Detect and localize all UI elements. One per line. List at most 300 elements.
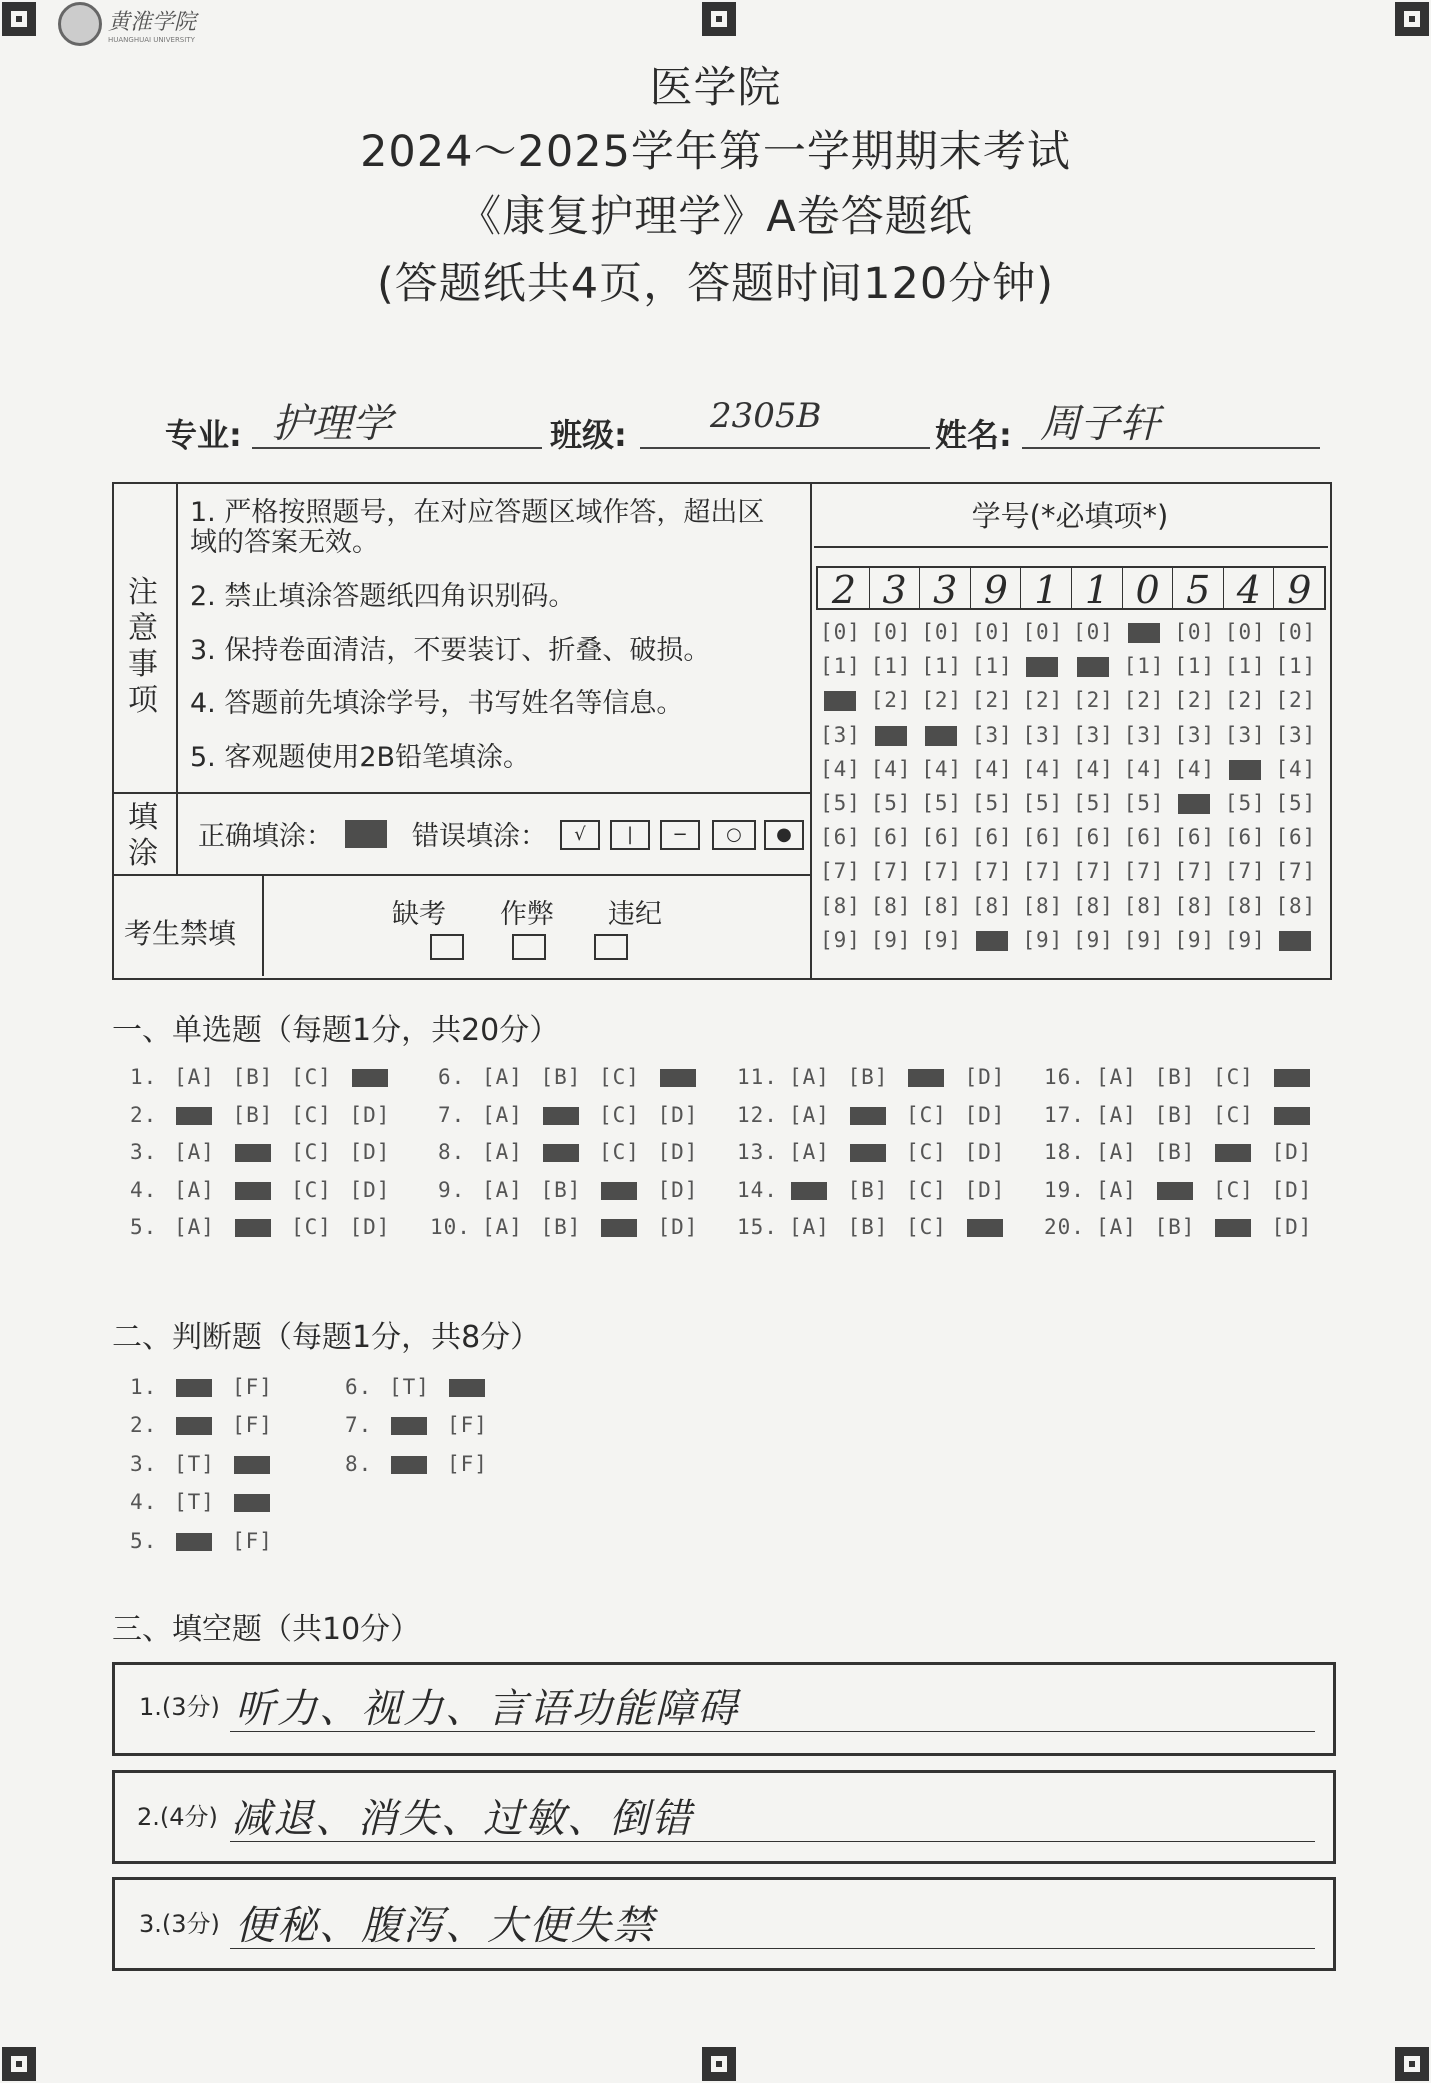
class-label: 班级: xyxy=(550,416,627,454)
student-id-bubble[interactable]: [5] xyxy=(1224,791,1266,815)
name-underline xyxy=(1022,447,1320,449)
single-choice-bubble[interactable]: [B] xyxy=(847,1065,889,1089)
student-id-bubble[interactable]: [9] xyxy=(820,927,861,952)
student-id-bubble[interactable]: [0] xyxy=(820,620,861,644)
student-id-bubble[interactable]: [5] xyxy=(870,791,912,815)
student-id-bubble-filled[interactable] xyxy=(976,931,1008,951)
single-choice-bubble[interactable]: [B] xyxy=(847,1177,889,1202)
single-choice-bubble[interactable]: [C] xyxy=(906,1177,947,1202)
true-false-bubble[interactable]: [T] xyxy=(389,1375,430,1399)
true-false-number: 5. xyxy=(130,1528,158,1553)
single-choice-number: 13. xyxy=(737,1140,778,1165)
single-choice-bubble[interactable]: [C] xyxy=(906,1102,947,1127)
school-seal-icon xyxy=(58,2,102,46)
corner-mark-top-center xyxy=(702,2,736,36)
true-false-bubble[interactable]: [F] xyxy=(232,1375,273,1399)
true-false-number: 4. xyxy=(130,1490,158,1515)
blank-answer-3-label: 3.(3分) xyxy=(139,1910,220,1938)
student-id-bubble[interactable]: [1] xyxy=(1174,654,1216,679)
student-id-bubble[interactable]: [7] xyxy=(820,859,861,884)
student-id-digit-divider xyxy=(1172,568,1173,608)
single-choice-bubble[interactable]: [C] xyxy=(291,1177,332,1202)
student-id-bubble[interactable]: [8] xyxy=(870,893,912,918)
student-id-bubble[interactable]: [6] xyxy=(870,825,912,850)
student-id-digit-10[interactable]: 9 xyxy=(1287,568,1312,612)
student-id-bubble-filled[interactable] xyxy=(824,691,856,711)
student-id-bubble-filled[interactable] xyxy=(1128,623,1160,643)
single-choice-bubble[interactable]: [D] xyxy=(1271,1215,1313,1240)
single-choice-number: 12. xyxy=(737,1102,778,1127)
major-underline xyxy=(252,447,542,449)
blank-answer-1[interactable] xyxy=(112,1662,1336,1756)
student-id-bubble[interactable]: [3] xyxy=(820,722,861,747)
notice-item-5: 5. 客观题使用2B铅笔填涂。 xyxy=(190,742,531,773)
student-id-bubble[interactable]: [8] xyxy=(1224,893,1266,918)
student-id-bubble[interactable]: [0] xyxy=(1224,620,1266,644)
student-id-digit-row xyxy=(816,566,1326,610)
true-false-bubble-filled[interactable] xyxy=(234,1494,270,1512)
student-id-bubble[interactable]: [6] xyxy=(1073,825,1114,850)
student-id-bubble[interactable]: [9] xyxy=(1022,927,1064,952)
sheet-info: (答题纸共4页，答题时间120分钟) xyxy=(377,259,1054,309)
single-choice-bubble[interactable]: [D] xyxy=(657,1215,699,1240)
true-false-number: 3. xyxy=(130,1451,158,1476)
single-choice-bubble[interactable]: [C] xyxy=(906,1140,947,1165)
single-choice-bubble[interactable]: [C] xyxy=(1213,1177,1254,1202)
corner-mark-bottom-right xyxy=(1395,2047,1429,2081)
notice-item-3: 3. 保持卷面清洁，不要装订、折叠、破损。 xyxy=(190,635,711,666)
student-id-bubble[interactable]: [8] xyxy=(1022,893,1064,918)
student-id-digit-8[interactable]: 5 xyxy=(1186,568,1211,612)
single-choice-bubble[interactable]: [A] xyxy=(1096,1177,1137,1202)
student-id-bubble[interactable]: [4] xyxy=(870,756,912,781)
fill-side-label: 填涂 xyxy=(128,800,158,871)
single-choice-number: 3. xyxy=(130,1140,158,1165)
single-choice-bubble[interactable]: [D] xyxy=(657,1140,699,1165)
student-id-bubble[interactable]: [2] xyxy=(1073,688,1114,713)
single-choice-bubble[interactable]: [B] xyxy=(847,1215,889,1240)
forbid-violation-box[interactable] xyxy=(594,934,628,960)
student-id-bubble[interactable]: [6] xyxy=(971,825,1013,850)
student-id-digit-divider xyxy=(1223,568,1224,608)
true-false-bubble-filled[interactable] xyxy=(391,1417,427,1435)
student-id-bubble-filled[interactable] xyxy=(875,726,907,746)
single-choice-number: 16. xyxy=(1044,1065,1085,1089)
student-id-bubble-filled[interactable] xyxy=(925,726,957,746)
school-logo xyxy=(58,2,196,46)
single-choice-bubble[interactable]: [A] xyxy=(789,1215,830,1240)
blank-answer-3[interactable] xyxy=(112,1877,1336,1971)
single-choice-bubble[interactable]: [D] xyxy=(349,1177,391,1202)
single-choice-bubble[interactable]: [D] xyxy=(1271,1177,1313,1202)
single-choice-bubble-filled[interactable] xyxy=(850,1107,886,1125)
single-choice-bubble[interactable]: [B] xyxy=(232,1065,274,1089)
student-id-bubble[interactable]: [2] xyxy=(971,688,1013,713)
student-id-bubble[interactable]: [7] xyxy=(921,859,963,884)
student-id-digit-divider xyxy=(1273,568,1274,608)
single-choice-bubble[interactable]: [C] xyxy=(599,1065,640,1089)
student-id-bubble[interactable]: [5] xyxy=(1275,791,1317,815)
single-choice-bubble[interactable]: [C] xyxy=(291,1065,332,1089)
student-id-digit-5[interactable]: 1 xyxy=(1034,568,1059,612)
single-choice-bubble-filled[interactable] xyxy=(1215,1219,1251,1237)
student-id-digit-3[interactable]: 3 xyxy=(933,568,958,612)
single-choice-bubble[interactable]: [A] xyxy=(789,1065,830,1089)
single-choice-bubble[interactable]: [B] xyxy=(540,1177,582,1202)
student-id-bubble[interactable]: [7] xyxy=(1174,859,1216,884)
student-id-bubble-filled[interactable] xyxy=(1077,657,1109,677)
student-id-digit-9[interactable]: 4 xyxy=(1236,568,1261,612)
student-id-bubble[interactable]: [9] xyxy=(1224,927,1266,952)
student-id-bubble[interactable]: [5] xyxy=(1022,791,1064,815)
student-id-bubble[interactable]: [5] xyxy=(921,791,963,815)
student-id-bubble[interactable]: [9] xyxy=(870,927,912,952)
single-choice-bubble-filled[interactable] xyxy=(235,1219,271,1237)
single-choice-bubble[interactable]: [B] xyxy=(1154,1215,1196,1240)
single-choice-bubble-filled[interactable] xyxy=(908,1069,944,1087)
single-choice-bubble[interactable]: [A] xyxy=(174,1177,215,1202)
student-id-bubble-filled[interactable] xyxy=(1229,760,1261,780)
student-id-digit-1[interactable]: 2 xyxy=(831,568,857,612)
student-id-bubble-filled[interactable] xyxy=(1178,794,1210,814)
single-choice-number: 9. xyxy=(438,1177,466,1202)
student-id-bubble[interactable]: [4] xyxy=(921,756,963,781)
name-label: 姓名: xyxy=(935,416,1012,454)
single-choice-bubble[interactable]: [D] xyxy=(349,1140,391,1165)
student-id-bubble[interactable]: [2] xyxy=(921,688,963,713)
true-false-bubble-filled[interactable] xyxy=(391,1456,427,1474)
student-id-bubble[interactable]: [3] xyxy=(1275,722,1317,747)
student-id-bubble[interactable]: [2] xyxy=(1174,688,1216,713)
single-choice-bubble-filled[interactable] xyxy=(850,1144,886,1162)
section3-title: 三、填空题（共10分） xyxy=(112,1612,421,1647)
student-id-digit-divider xyxy=(1071,568,1072,608)
wrong-mark-bar: | xyxy=(610,820,650,850)
notice-item-1: 1. 严格按照题号，在对应答题区域作答，超出区域的答案无效。 xyxy=(190,497,765,558)
single-choice-number: 1. xyxy=(130,1065,158,1089)
single-choice-number: 4. xyxy=(130,1177,158,1202)
single-choice-number: 10. xyxy=(430,1215,471,1240)
single-choice-bubble[interactable]: [B] xyxy=(1154,1065,1196,1089)
student-id-bubble[interactable]: [4] xyxy=(1022,756,1064,781)
single-choice-bubble[interactable]: [D] xyxy=(657,1102,699,1127)
single-choice-bubble[interactable]: [D] xyxy=(349,1102,391,1127)
student-id-bubble[interactable]: [7] xyxy=(870,859,912,884)
student-id-bubble[interactable]: [1] xyxy=(1123,654,1165,679)
single-choice-bubble[interactable]: [A] xyxy=(482,1177,523,1202)
student-id-bubble[interactable]: [8] xyxy=(921,893,963,918)
single-choice-number: 14. xyxy=(737,1177,778,1202)
wrong-mark-check: √ xyxy=(560,820,600,850)
single-choice-bubble[interactable]: [B] xyxy=(540,1215,582,1240)
student-id-title: 学号(*必填项*) xyxy=(971,499,1169,533)
single-choice-bubble[interactable]: [D] xyxy=(964,1140,1006,1165)
single-choice-bubble-filled[interactable] xyxy=(1274,1107,1310,1125)
student-id-digit-7[interactable]: 0 xyxy=(1135,568,1160,612)
student-id-bubble[interactable]: [1] xyxy=(1275,654,1317,679)
single-choice-bubble-filled[interactable] xyxy=(352,1069,388,1087)
student-id-bubble[interactable]: [6] xyxy=(1174,825,1216,850)
student-id-digit-divider xyxy=(970,568,971,608)
true-false-bubble[interactable]: [F] xyxy=(232,1413,273,1438)
student-id-bubble[interactable]: [4] xyxy=(820,756,861,781)
single-choice-bubble-filled[interactable] xyxy=(176,1107,212,1125)
single-choice-bubble-filled[interactable] xyxy=(1274,1069,1310,1087)
student-id-bubble[interactable]: [9] xyxy=(921,927,963,952)
single-choice-number: 2. xyxy=(130,1102,158,1127)
true-false-number: 1. xyxy=(130,1375,158,1399)
single-choice-bubble[interactable]: [B] xyxy=(232,1102,274,1127)
true-false-bubble[interactable]: [T] xyxy=(174,1490,215,1515)
notice-side-label: 注意事项 xyxy=(128,575,158,718)
single-choice-bubble[interactable]: [A] xyxy=(1096,1140,1137,1165)
section2-title: 二、判断题（每题1分，共8分） xyxy=(112,1320,541,1355)
student-id-bubble[interactable]: [0] xyxy=(971,620,1013,644)
notice-item-4: 4. 答题前先填涂学号，书写姓名等信息。 xyxy=(190,688,684,719)
student-id-bubble[interactable]: [4] xyxy=(1174,756,1216,781)
single-choice-bubble[interactable]: [C] xyxy=(1213,1065,1254,1089)
single-choice-number: 6. xyxy=(438,1065,466,1089)
student-id-digit-divider xyxy=(919,568,920,608)
student-id-bubble[interactable]: [4] xyxy=(1123,756,1165,781)
student-id-digit-6[interactable]: 1 xyxy=(1084,568,1110,612)
student-id-bubble[interactable]: [9] xyxy=(1073,927,1114,952)
student-id-bubble[interactable]: [2] xyxy=(1275,688,1317,713)
student-id-digit-divider xyxy=(1020,568,1021,608)
student-id-bubble[interactable]: [1] xyxy=(921,654,963,679)
wrong-mark-dot: ● xyxy=(764,820,804,850)
single-choice-bubble[interactable]: [A] xyxy=(174,1065,215,1089)
blank-answer-2-text[interactable]: 减退、消失、过敏、倒错 xyxy=(231,1796,693,1842)
single-choice-bubble[interactable]: [C] xyxy=(291,1102,332,1127)
student-id-bubble[interactable]: [6] xyxy=(1275,825,1317,850)
student-id-bubble[interactable]: [2] xyxy=(1224,688,1266,713)
class-value[interactable]: 2305B xyxy=(710,396,822,436)
single-choice-bubble-filled[interactable] xyxy=(543,1144,579,1162)
single-choice-bubble[interactable]: [A] xyxy=(174,1215,215,1240)
major-label: 专业: xyxy=(165,416,242,454)
corner-mark-bottom-left xyxy=(2,2047,36,2081)
single-choice-bubble[interactable]: [B] xyxy=(540,1065,582,1089)
true-false-bubble-filled[interactable] xyxy=(449,1379,485,1397)
single-choice-grid xyxy=(0,1065,1431,1255)
single-choice-number: 15. xyxy=(737,1215,778,1240)
school-logo-text: 黄淮学院 xyxy=(108,9,197,35)
term-title: 2024～2025学年第一学期期末考试 xyxy=(360,127,1071,177)
single-choice-bubble[interactable]: [C] xyxy=(599,1102,640,1127)
single-choice-bubble-filled[interactable] xyxy=(1157,1182,1193,1200)
student-id-bubble[interactable]: [0] xyxy=(870,620,912,644)
student-id-bubble[interactable]: [8] xyxy=(1275,893,1317,918)
single-choice-bubble[interactable]: [A] xyxy=(482,1215,523,1240)
dept-title: 医学院 xyxy=(649,63,782,113)
student-id-bubble[interactable]: [7] xyxy=(1073,859,1114,884)
student-id-bubble[interactable]: [1] xyxy=(1224,654,1266,679)
student-id-bubble[interactable]: [3] xyxy=(1073,722,1114,747)
single-choice-bubble[interactable]: [B] xyxy=(1154,1102,1196,1127)
student-id-bubble-filled[interactable] xyxy=(1026,657,1058,677)
student-id-bubble[interactable]: [6] xyxy=(1123,825,1165,850)
correct-fill-label: 正确填涂： xyxy=(198,821,333,852)
single-choice-bubble[interactable]: [B] xyxy=(1154,1140,1196,1165)
student-id-bubble[interactable]: [8] xyxy=(1073,893,1114,918)
student-id-bubble[interactable]: [3] xyxy=(1224,722,1266,747)
true-false-bubble-filled[interactable] xyxy=(176,1533,212,1551)
student-id-bubble[interactable]: [4] xyxy=(971,756,1013,781)
class-underline xyxy=(640,447,930,449)
true-false-bubble-filled[interactable] xyxy=(176,1417,212,1435)
true-false-number: 6. xyxy=(345,1375,373,1399)
student-id-bubble[interactable]: [3] xyxy=(971,722,1013,747)
single-choice-number: 20. xyxy=(1044,1215,1085,1240)
single-choice-number: 19. xyxy=(1044,1177,1085,1202)
single-choice-bubble[interactable]: [A] xyxy=(789,1140,830,1165)
single-choice-bubble[interactable]: [A] xyxy=(482,1065,523,1089)
true-false-bubble-filled[interactable] xyxy=(234,1456,270,1474)
blank-answer-2[interactable] xyxy=(112,1770,1336,1864)
student-id-bubble[interactable]: [5] xyxy=(820,791,861,815)
single-choice-bubble-filled[interactable] xyxy=(601,1219,637,1237)
single-choice-bubble-filled[interactable] xyxy=(660,1069,696,1087)
student-id-bubble[interactable]: [3] xyxy=(1123,722,1165,747)
single-choice-bubble[interactable]: [A] xyxy=(482,1102,523,1127)
major-value[interactable]: 护理学 xyxy=(272,401,392,447)
single-choice-number: 11. xyxy=(737,1065,778,1089)
single-choice-number: 5. xyxy=(130,1215,158,1240)
true-false-bubble[interactable]: [T] xyxy=(174,1451,215,1476)
true-false-number: 2. xyxy=(130,1413,158,1438)
student-id-bubble[interactable]: [2] xyxy=(1123,688,1165,713)
student-id-bubble[interactable]: [8] xyxy=(1123,893,1165,918)
student-id-bubble[interactable]: [2] xyxy=(1022,688,1064,713)
student-id-digit-divider xyxy=(869,568,870,608)
student-id-bubble[interactable]: [5] xyxy=(1073,791,1114,815)
student-id-bubble[interactable]: [0] xyxy=(921,620,963,644)
student-id-bubble[interactable]: [4] xyxy=(1073,756,1114,781)
single-choice-bubble-filled[interactable] xyxy=(967,1219,1003,1237)
forbid-violation-label: 违纪 xyxy=(608,899,662,930)
single-choice-bubble-filled[interactable] xyxy=(543,1107,579,1125)
student-id-bubble[interactable]: [8] xyxy=(971,893,1013,918)
single-choice-number: 17. xyxy=(1044,1102,1085,1127)
single-choice-bubble[interactable]: [C] xyxy=(906,1215,947,1240)
single-choice-bubble[interactable]: [A] xyxy=(174,1140,215,1165)
true-false-bubble-filled[interactable] xyxy=(176,1379,212,1397)
student-id-bubble[interactable]: [7] xyxy=(1224,859,1266,884)
student-id-bubble[interactable]: [6] xyxy=(1224,825,1266,850)
student-id-bubble[interactable]: [0] xyxy=(1275,620,1317,644)
single-choice-bubble[interactable]: [D] xyxy=(964,1065,1006,1089)
single-choice-bubble[interactable]: [C] xyxy=(291,1215,332,1240)
forbid-cheat-label: 作弊 xyxy=(500,899,554,930)
student-id-bubble[interactable]: [7] xyxy=(1022,859,1064,884)
student-id-bubble[interactable]: [5] xyxy=(971,791,1013,815)
single-choice-bubble[interactable]: [D] xyxy=(1271,1140,1313,1165)
single-choice-bubble[interactable]: [D] xyxy=(964,1177,1006,1202)
correct-fill-sample xyxy=(345,820,387,848)
school-logo-sub: HUANGHUAI UNIVERSITY xyxy=(108,35,195,44)
single-choice-bubble[interactable]: [A] xyxy=(789,1102,830,1127)
blank-answer-1-text[interactable]: 听力、视力、言语功能障碍 xyxy=(235,1686,739,1732)
student-id-bubble[interactable]: [9] xyxy=(1174,927,1216,952)
student-id-bubble[interactable]: [0] xyxy=(1073,620,1114,644)
student-id-bubble[interactable]: [1] xyxy=(971,654,1013,679)
blank-answer-3-text[interactable]: 便秘、腹泻、大便失禁 xyxy=(235,1903,655,1949)
student-id-bubble[interactable]: [7] xyxy=(1275,859,1317,884)
single-choice-bubble-filled[interactable] xyxy=(1215,1144,1251,1162)
student-id-bubble[interactable]: [7] xyxy=(971,859,1013,884)
true-false-grid xyxy=(0,1375,800,1565)
blank-answer-1-label: 1.(3分) xyxy=(139,1693,220,1721)
student-id-bubble[interactable]: [0] xyxy=(1022,620,1064,644)
course-title: 《康复护理学》A卷答题纸 xyxy=(458,192,973,242)
single-choice-bubble[interactable]: [D] xyxy=(349,1215,391,1240)
single-choice-bubble-filled[interactable] xyxy=(791,1182,827,1200)
student-id-bubble[interactable]: [8] xyxy=(820,893,861,918)
single-choice-bubble-filled[interactable] xyxy=(601,1182,637,1200)
student-id-bubble[interactable]: [7] xyxy=(1123,859,1165,884)
single-choice-bubble[interactable]: [D] xyxy=(964,1102,1006,1127)
true-false-bubble[interactable]: [F] xyxy=(447,1451,488,1476)
student-id-bubble[interactable]: [6] xyxy=(921,825,963,850)
single-choice-bubble-filled[interactable] xyxy=(235,1182,271,1200)
single-choice-bubble[interactable]: [A] xyxy=(1096,1102,1137,1127)
student-id-bubble[interactable]: [0] xyxy=(1174,620,1216,644)
student-id-bubble[interactable]: [1] xyxy=(820,654,861,679)
student-id-digit-4[interactable]: 9 xyxy=(983,568,1008,612)
student-id-bubble[interactable]: [9] xyxy=(1123,927,1165,952)
forbid-absent-box[interactable] xyxy=(430,934,464,960)
single-choice-number: 8. xyxy=(438,1140,466,1165)
student-id-digit-2[interactable]: 3 xyxy=(882,568,907,612)
true-false-bubble[interactable]: [F] xyxy=(232,1528,273,1553)
single-choice-bubble[interactable]: [A] xyxy=(1096,1065,1137,1089)
student-id-bubble[interactable]: [3] xyxy=(1174,722,1216,747)
student-id-bubble[interactable]: [4] xyxy=(1275,756,1317,781)
single-choice-bubble[interactable]: [D] xyxy=(657,1177,699,1202)
wrong-fill-label: 错误填涂： xyxy=(412,821,547,852)
single-choice-bubble[interactable]: [C] xyxy=(599,1140,640,1165)
corner-mark-top-left xyxy=(2,2,36,36)
notice-item-2: 2. 禁止填涂答题纸四角识别码。 xyxy=(190,581,576,612)
forbid-label: 考生禁填 xyxy=(124,917,237,950)
forbid-absent-label: 缺考 xyxy=(392,899,446,930)
student-id-bubble[interactable]: [1] xyxy=(870,654,912,679)
single-choice-bubble[interactable]: [A] xyxy=(1096,1215,1137,1240)
single-choice-number: 18. xyxy=(1044,1140,1085,1165)
student-id-bubble[interactable]: [3] xyxy=(1022,722,1064,747)
student-id-bubble[interactable]: [8] xyxy=(1174,893,1216,918)
student-id-bubble[interactable]: [5] xyxy=(1123,791,1165,815)
name-value[interactable]: 周子轩 xyxy=(1040,401,1160,447)
blank-answer-2-label: 2.(4分) xyxy=(137,1803,218,1831)
student-id-bubble[interactable]: [6] xyxy=(820,825,861,850)
single-choice-number: 7. xyxy=(438,1102,466,1127)
wrong-mark-dash: − xyxy=(660,820,700,850)
student-id-bubble-filled[interactable] xyxy=(1279,931,1311,951)
student-id-bubble[interactable]: [6] xyxy=(1022,825,1064,850)
single-choice-bubble[interactable]: [C] xyxy=(1213,1102,1254,1127)
student-id-bubble-grid xyxy=(816,620,1328,970)
student-id-bubble[interactable]: [2] xyxy=(870,688,912,713)
true-false-number: 7. xyxy=(345,1413,373,1438)
true-false-number: 8. xyxy=(345,1451,373,1476)
single-choice-bubble[interactable]: [C] xyxy=(291,1140,332,1165)
single-choice-bubble-filled[interactable] xyxy=(235,1144,271,1162)
true-false-bubble[interactable]: [F] xyxy=(447,1413,488,1438)
forbid-cheat-box[interactable] xyxy=(512,934,546,960)
single-choice-bubble[interactable]: [A] xyxy=(482,1140,523,1165)
